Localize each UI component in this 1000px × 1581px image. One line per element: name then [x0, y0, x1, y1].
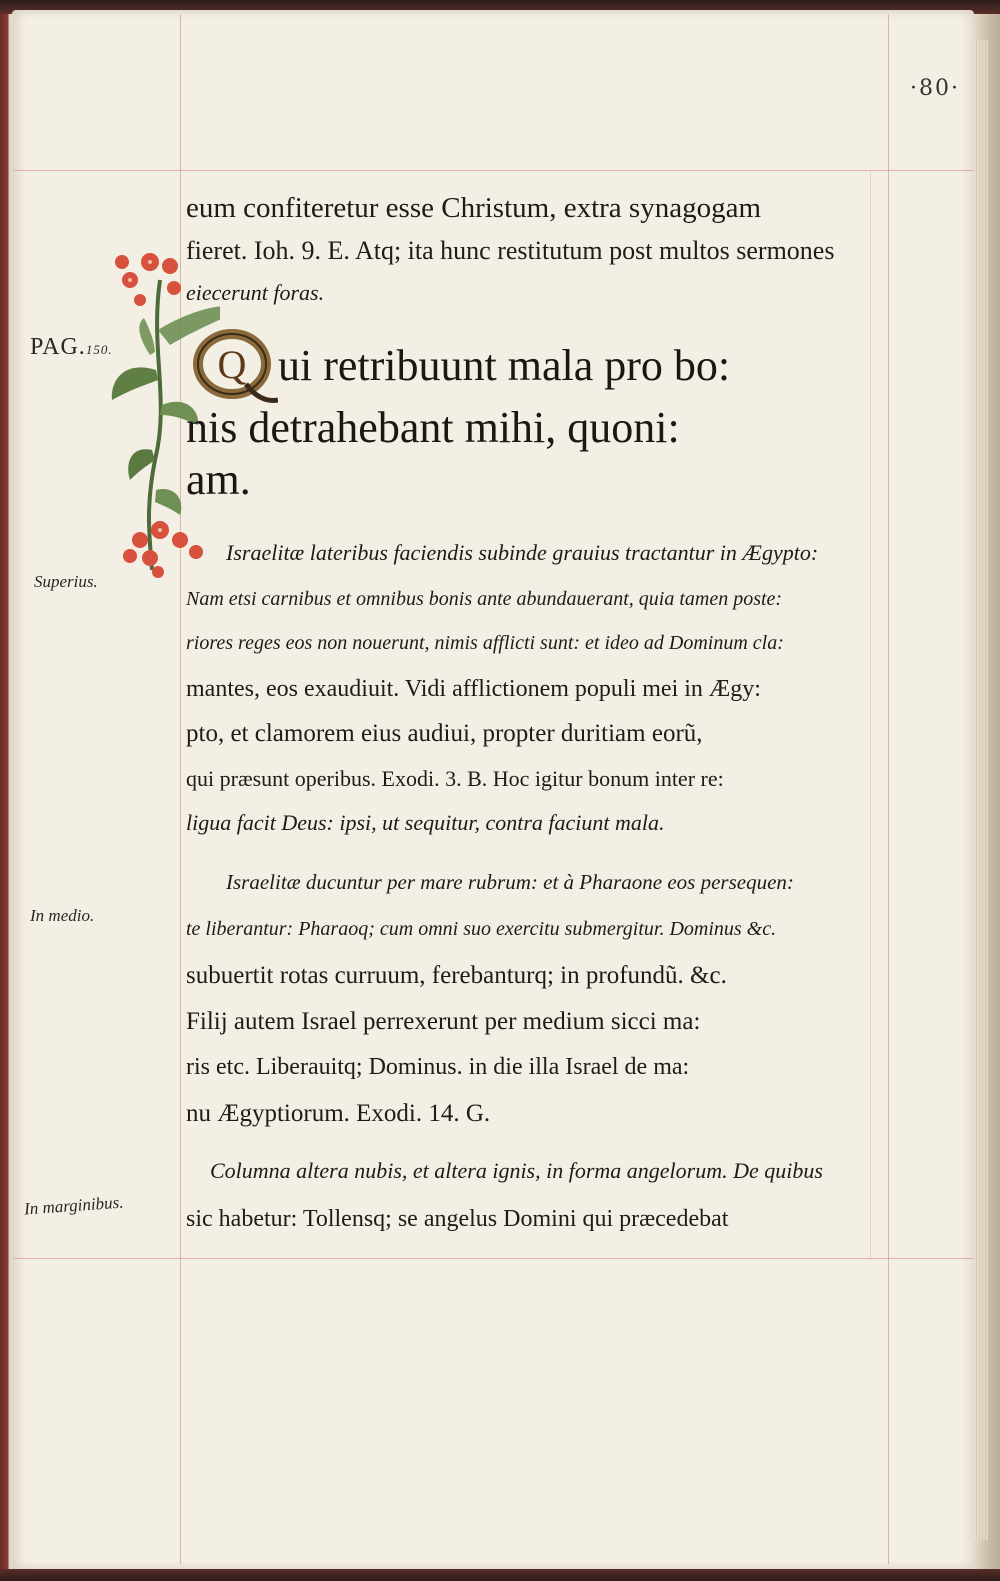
paragraph-1-line: pto, et clamorem eius audiui, propter duritiam eorũ,	[186, 720, 703, 747]
decorated-initial	[186, 326, 278, 408]
heading-line-2: nis detrahebant mihi, quoni:	[186, 403, 680, 452]
heading-line-1: ui retribuunt mala pro bo:	[278, 341, 731, 390]
paragraph-2-line: Israelitæ ducuntur per mare rubrum: et à Pharaone eos persequen:	[226, 870, 794, 894]
paragraph-1-line: qui præsunt operibus. Exodi. 3. B. Hoc igitur bonum inter re:	[186, 766, 724, 791]
text-line: eum confiteretur esse Christum, extra synagogam	[186, 192, 762, 224]
paragraph-1-line: Israelitæ lateribus faciendis subinde grauius tractantur in Ægypto:	[226, 540, 819, 565]
paragraph-2-line: nu Ægyptiorum. Exodi. 14. G.	[186, 1100, 491, 1127]
folio-number: ·80·	[910, 76, 960, 101]
paragraph-3-line: sic habetur: Tollensq; se angelus Domini qui præcedebat	[186, 1206, 729, 1232]
inner-right-ruling-line	[870, 170, 871, 1260]
margin-note-superius: Superius.	[34, 572, 98, 591]
paragraph-2-line: ris etc. Liberauitq; Dominus. in die illa Israel de ma:	[186, 1054, 690, 1080]
cover-bottom-edge	[0, 1569, 1000, 1581]
paragraph-1-line: ligua facit Deus: ipsi, ut sequitur, contra faciunt mala.	[186, 810, 665, 835]
text-line-part: fieret. Ioh. 9. E. Atq; ita hunc restitutum post multos sermones	[186, 236, 835, 265]
text-line: eiecerunt foras.	[186, 280, 325, 305]
margin-note-in-marginibus: In marginibus.	[23, 1192, 125, 1219]
paragraph-1-line: riores reges eos non nouerunt, nimis afflicti sunt: et ideo ad Dominum cla:	[186, 632, 784, 654]
text-line	[186, 236, 834, 266]
top-ruling-line	[14, 170, 974, 171]
paragraph-1-line: mantes, eos exaudiuit. Vidi afflictionem populi mei in Ægy:	[186, 676, 761, 702]
margin-pag-number: 150.	[85, 342, 113, 357]
paragraph-2-line: subuertit rotas curruum, ferebanturq; in profundũ. &c.	[186, 962, 727, 989]
margin-note-in-medio: In medio.	[30, 906, 95, 925]
right-ruling-line	[888, 14, 889, 1564]
paragraph-3-line: Columna altera nubis, et altera ignis, in forma angelorum. De quibus	[210, 1158, 823, 1183]
heading-line-3: am.	[186, 455, 251, 504]
margin-pag-label: PAG.	[30, 334, 86, 360]
initial-letter: Q	[217, 342, 247, 387]
paragraph-1-line: Nam etsi carnibus et omnibus bonis ante abundauerant, quia tamen poste:	[186, 588, 783, 610]
paragraph-2-line: te liberantur: Pharaoq; cum omni suo exercitu submergitur. Dominus &c.	[186, 918, 777, 940]
paragraph-2-line: Filij autem Israel perrexerunt per medium sicci ma:	[186, 1008, 701, 1035]
bottom-ruling-line	[14, 1258, 974, 1259]
page-edges	[974, 40, 988, 1540]
